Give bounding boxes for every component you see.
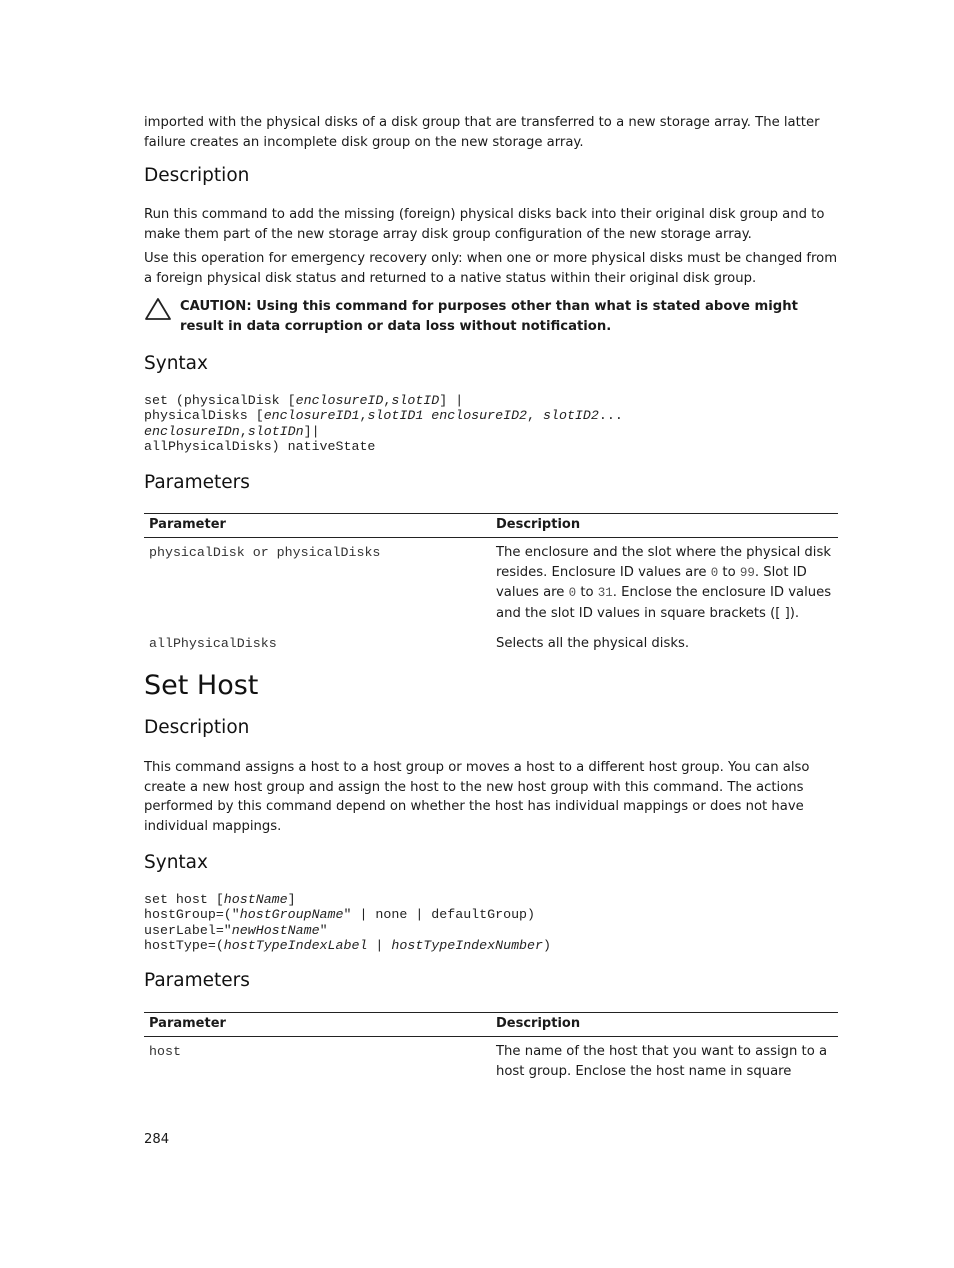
description-heading: Description — [144, 165, 250, 186]
parameter-description: The enclosure and the slot where the physical disk resides. Enclosure ID values are 0 to 99. Slot ID values are 0 to 31. Enclose the enclosure ID values and the slot ID values in square brackets ([ ]). — [496, 545, 832, 622]
table-row — [144, 1037, 838, 1087]
description-paragraph-1: This command assigns a host to a host group or moves a host to a different host group. You can also create a new host group and assign the host to the new host group with this command. The actions performed by this command depend on whether the host has individual mappings or does not have individual mappings. — [144, 760, 810, 834]
intro-paragraph: imported with the physical disks of a disk group that are transferred to a new storage array. The latter failure creates an incomplete disk group on the new storage array. — [144, 115, 820, 150]
description-paragraph-1: Run this command to add the missing (foreign) physical disks back into their original disk group and to make them part of the new storage array disk group configuration of the new storage array. — [144, 207, 825, 242]
caution-triangle-icon — [144, 297, 172, 321]
table-row — [144, 629, 838, 659]
table-header-description: Description — [491, 514, 838, 538]
table-header-parameter: Parameter — [144, 514, 491, 538]
parameter-description: Selects all the physical disks. — [496, 635, 690, 651]
syntax-heading: Syntax — [144, 353, 208, 374]
description-paragraph-2: Use this operation for emergency recovery only: when one or more physical disks must be changed from a foreign physical disk status and returned to a native status within their original disk group. — [144, 251, 838, 286]
parameter-name: host — [149, 1044, 181, 1059]
caution-text: CAUTION: Using this command for purposes other than what is stated above might result in data corruption or data loss without notification. — [180, 299, 798, 334]
parameters-table — [144, 1012, 838, 1086]
section-title: Set Host — [144, 670, 259, 701]
syntax-code-block: set host [hostName] hostGroup=("hostGroupName" | none | defaultGroup) userLabel="newHostName" hostType=(hostTypeIndexLabel | hostTypeIndexNumber) — [144, 892, 551, 953]
parameters-heading: Parameters — [144, 472, 250, 493]
syntax-heading: Syntax — [144, 852, 208, 873]
parameter-name: physicalDisk or physicalDisks — [149, 545, 381, 560]
syntax-code-block: set (physicalDisk [enclosureID,slotID] | physicalDisks [enclosureID1,slotID1 enclosureID2, slotID2... enclosureIDn,slotIDn]| allPhysicalDisks) nativeState — [144, 393, 623, 454]
parameter-name: allPhysicalDisks — [149, 635, 277, 651]
table-row — [144, 538, 838, 629]
page-number: 284 — [144, 1132, 170, 1147]
table-header-parameter: Parameter — [144, 1013, 491, 1037]
parameter-description: The name of the host that you want to assign to a host group. Enclose the host name in square — [496, 1044, 828, 1079]
table-header-description: Description — [491, 1013, 838, 1037]
description-heading: Description — [144, 717, 250, 738]
parameters-table — [144, 513, 838, 659]
parameters-heading: Parameters — [144, 970, 250, 991]
